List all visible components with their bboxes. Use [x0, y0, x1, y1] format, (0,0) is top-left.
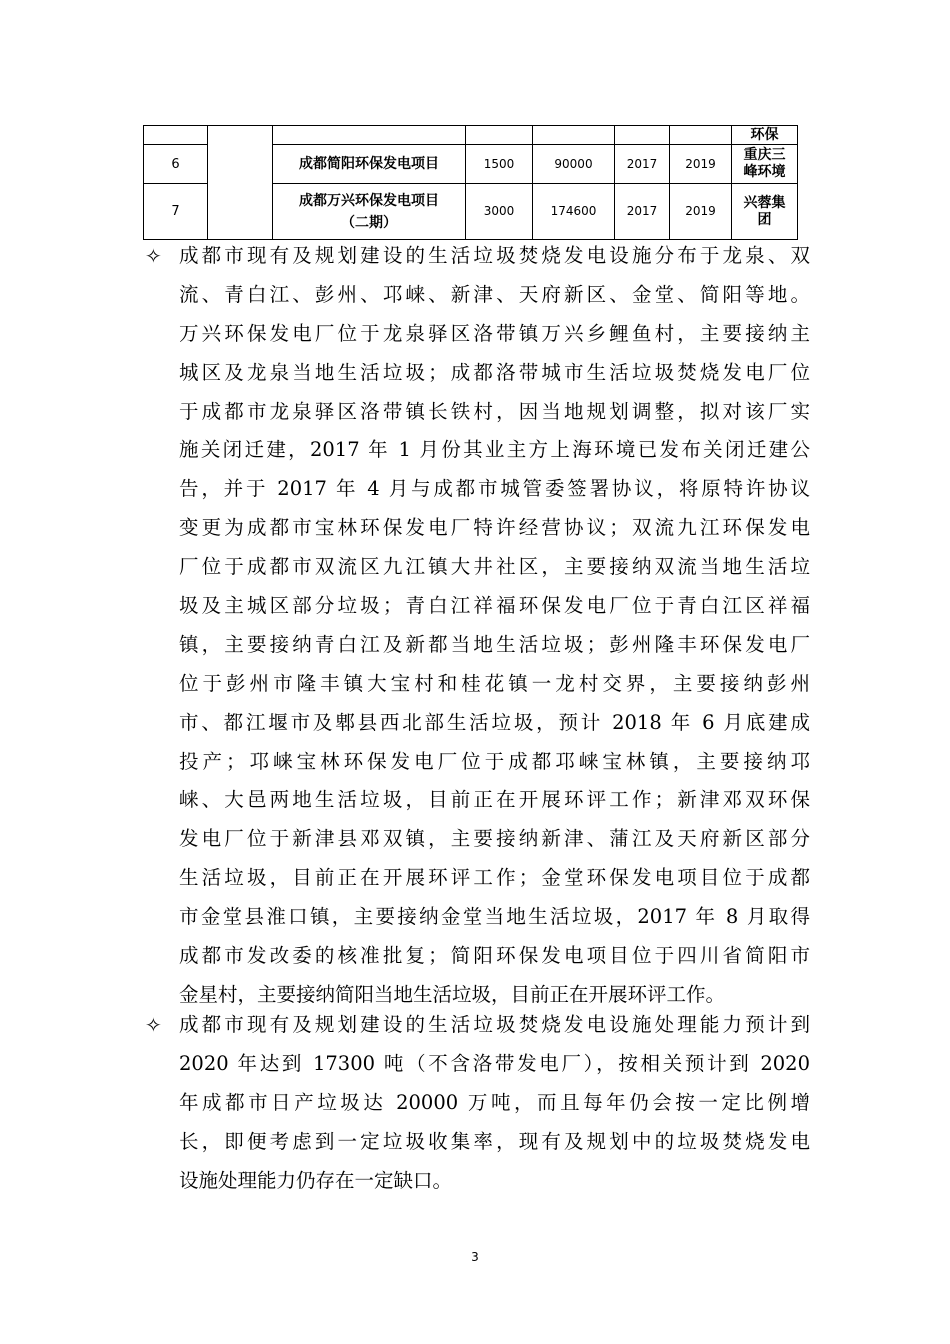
company-cell: 重庆三 峰环境: [732, 145, 798, 184]
paragraph-text: [179, 1006, 810, 1200]
capacity-cell: 1500: [466, 145, 533, 184]
text-line: 位于彭州市隆丰镇大宝村和桂花镇一龙村交界，主要接纳彭州: [179, 671, 810, 695]
page-number: 3: [471, 1250, 479, 1264]
text-line: 长，即便考虑到一定垃圾收集率，现有及规划中的垃圾焚烧发电: [179, 1129, 810, 1153]
text-line: 成都市发改委的核准批复；简阳环保发电项目位于四川省简阳市: [179, 944, 810, 968]
text-line: 年成都市日产垃圾达 20000 万吨，而且每年仍会按一定比例增: [179, 1090, 810, 1114]
diamond-bullet-icon: ✧: [145, 244, 162, 268]
paragraph-text: [179, 237, 810, 1015]
text-line: 城区及龙泉当地生活垃圾；成都洛带城市生活垃圾焚烧发电厂位: [179, 360, 810, 384]
row-number-cell: 7: [144, 184, 208, 240]
finish-year-cell: [670, 126, 732, 145]
finish-year-cell: 2019: [670, 145, 732, 184]
text-line: 厂位于成都市双流区九江镇大井社区，主要接纳双流当地生活垃: [179, 555, 810, 579]
project-name-cell: [273, 126, 466, 145]
start-year-cell: [615, 126, 670, 145]
text-line: 市金堂县淮口镇，主要接纳金堂当地生活垃圾，2017 年 8 月取得: [179, 905, 810, 929]
text-line: 金星村，主要接纳简阳当地生活垃圾，目前正在开展环评工作。: [179, 982, 726, 1006]
capacity-cell: 3000: [466, 184, 533, 240]
diamond-bullet-icon: ✧: [145, 1013, 162, 1037]
text-line: 发电厂位于新津县邓双镇，主要接纳新津、蒲江及天府新区部分: [179, 827, 810, 851]
text-line: 告，并于 2017 年 4 月与成都市城管委签署协议，将原特许协议: [179, 477, 810, 501]
row-number-cell: [144, 126, 208, 145]
text-line: 投产；邛崃宝林环保发电厂位于成都邛崃宝林镇，主要接纳邛: [179, 749, 810, 773]
table-row: [144, 126, 798, 145]
text-line: 施关闭迁建，2017 年 1 月份其业主方上海环境已发布关闭迁建公: [179, 438, 810, 462]
investment-cell: 174600: [533, 184, 615, 240]
investment-cell: [533, 126, 615, 145]
company-cell: 兴蓉集 团: [732, 184, 798, 240]
project-name-cell: 成都简阳环保发电项目: [273, 145, 466, 184]
investment-cell: 90000: [533, 145, 615, 184]
start-year-cell: 2017: [615, 145, 670, 184]
text-line: 崃、大邑两地生活垃圾，目前正在开展环评工作；新津邓双环保: [179, 788, 810, 812]
text-line: 成都市现有及规划建设的生活垃圾焚烧发电设施分布于龙泉、双: [179, 244, 810, 267]
text-line: 设施处理能力仍存在一定缺口。: [179, 1168, 453, 1192]
text-line: 于成都市龙泉驿区洛带镇长铁村，因当地规划调整，拟对该厂实: [179, 399, 810, 423]
text-line: 镇，主要接纳青白江及新都当地生活垃圾；彭州隆丰环保发电厂: [179, 632, 810, 656]
start-year-cell: 2017: [615, 184, 670, 240]
region-cell: [208, 126, 273, 240]
text-line: 成都市现有及规划建设的生活垃圾焚烧发电设施处理能力预计到: [179, 1013, 810, 1036]
text-line: 万兴环保发电厂位于龙泉驿区洛带镇万兴乡鲤鱼村，主要接纳主: [179, 321, 810, 345]
capacity-cell: [466, 126, 533, 145]
text-line: 2020 年达到 17300 吨（不含洛带发电厂），按相关预计到 2020: [179, 1051, 810, 1075]
finish-year-cell: 2019: [670, 184, 732, 240]
project-name-cell: 成都万兴环保发电项目 （二期）: [273, 184, 466, 240]
text-line: 变更为成都市宝林环保发电厂特许经营协议；双流九江环保发电: [179, 516, 810, 540]
company-cell: 环保: [732, 126, 798, 145]
row-number-cell: 6: [144, 145, 208, 184]
text-line: 圾及主城区部分垃圾；青白江祥福环保发电厂位于青白江区祥福: [179, 594, 810, 618]
text-line: 生活垃圾，目前正在开展环评工作；金堂环保发电项目位于成都: [179, 866, 810, 890]
text-line: 流、青白江、彭州、邛崃、新津、天府新区、金堂、简阳等地。: [179, 282, 810, 306]
text-line: 市、都江堰市及郫县西北部生活垃圾，预计 2018 年 6 月底建成: [179, 710, 810, 734]
project-table: [143, 125, 798, 240]
